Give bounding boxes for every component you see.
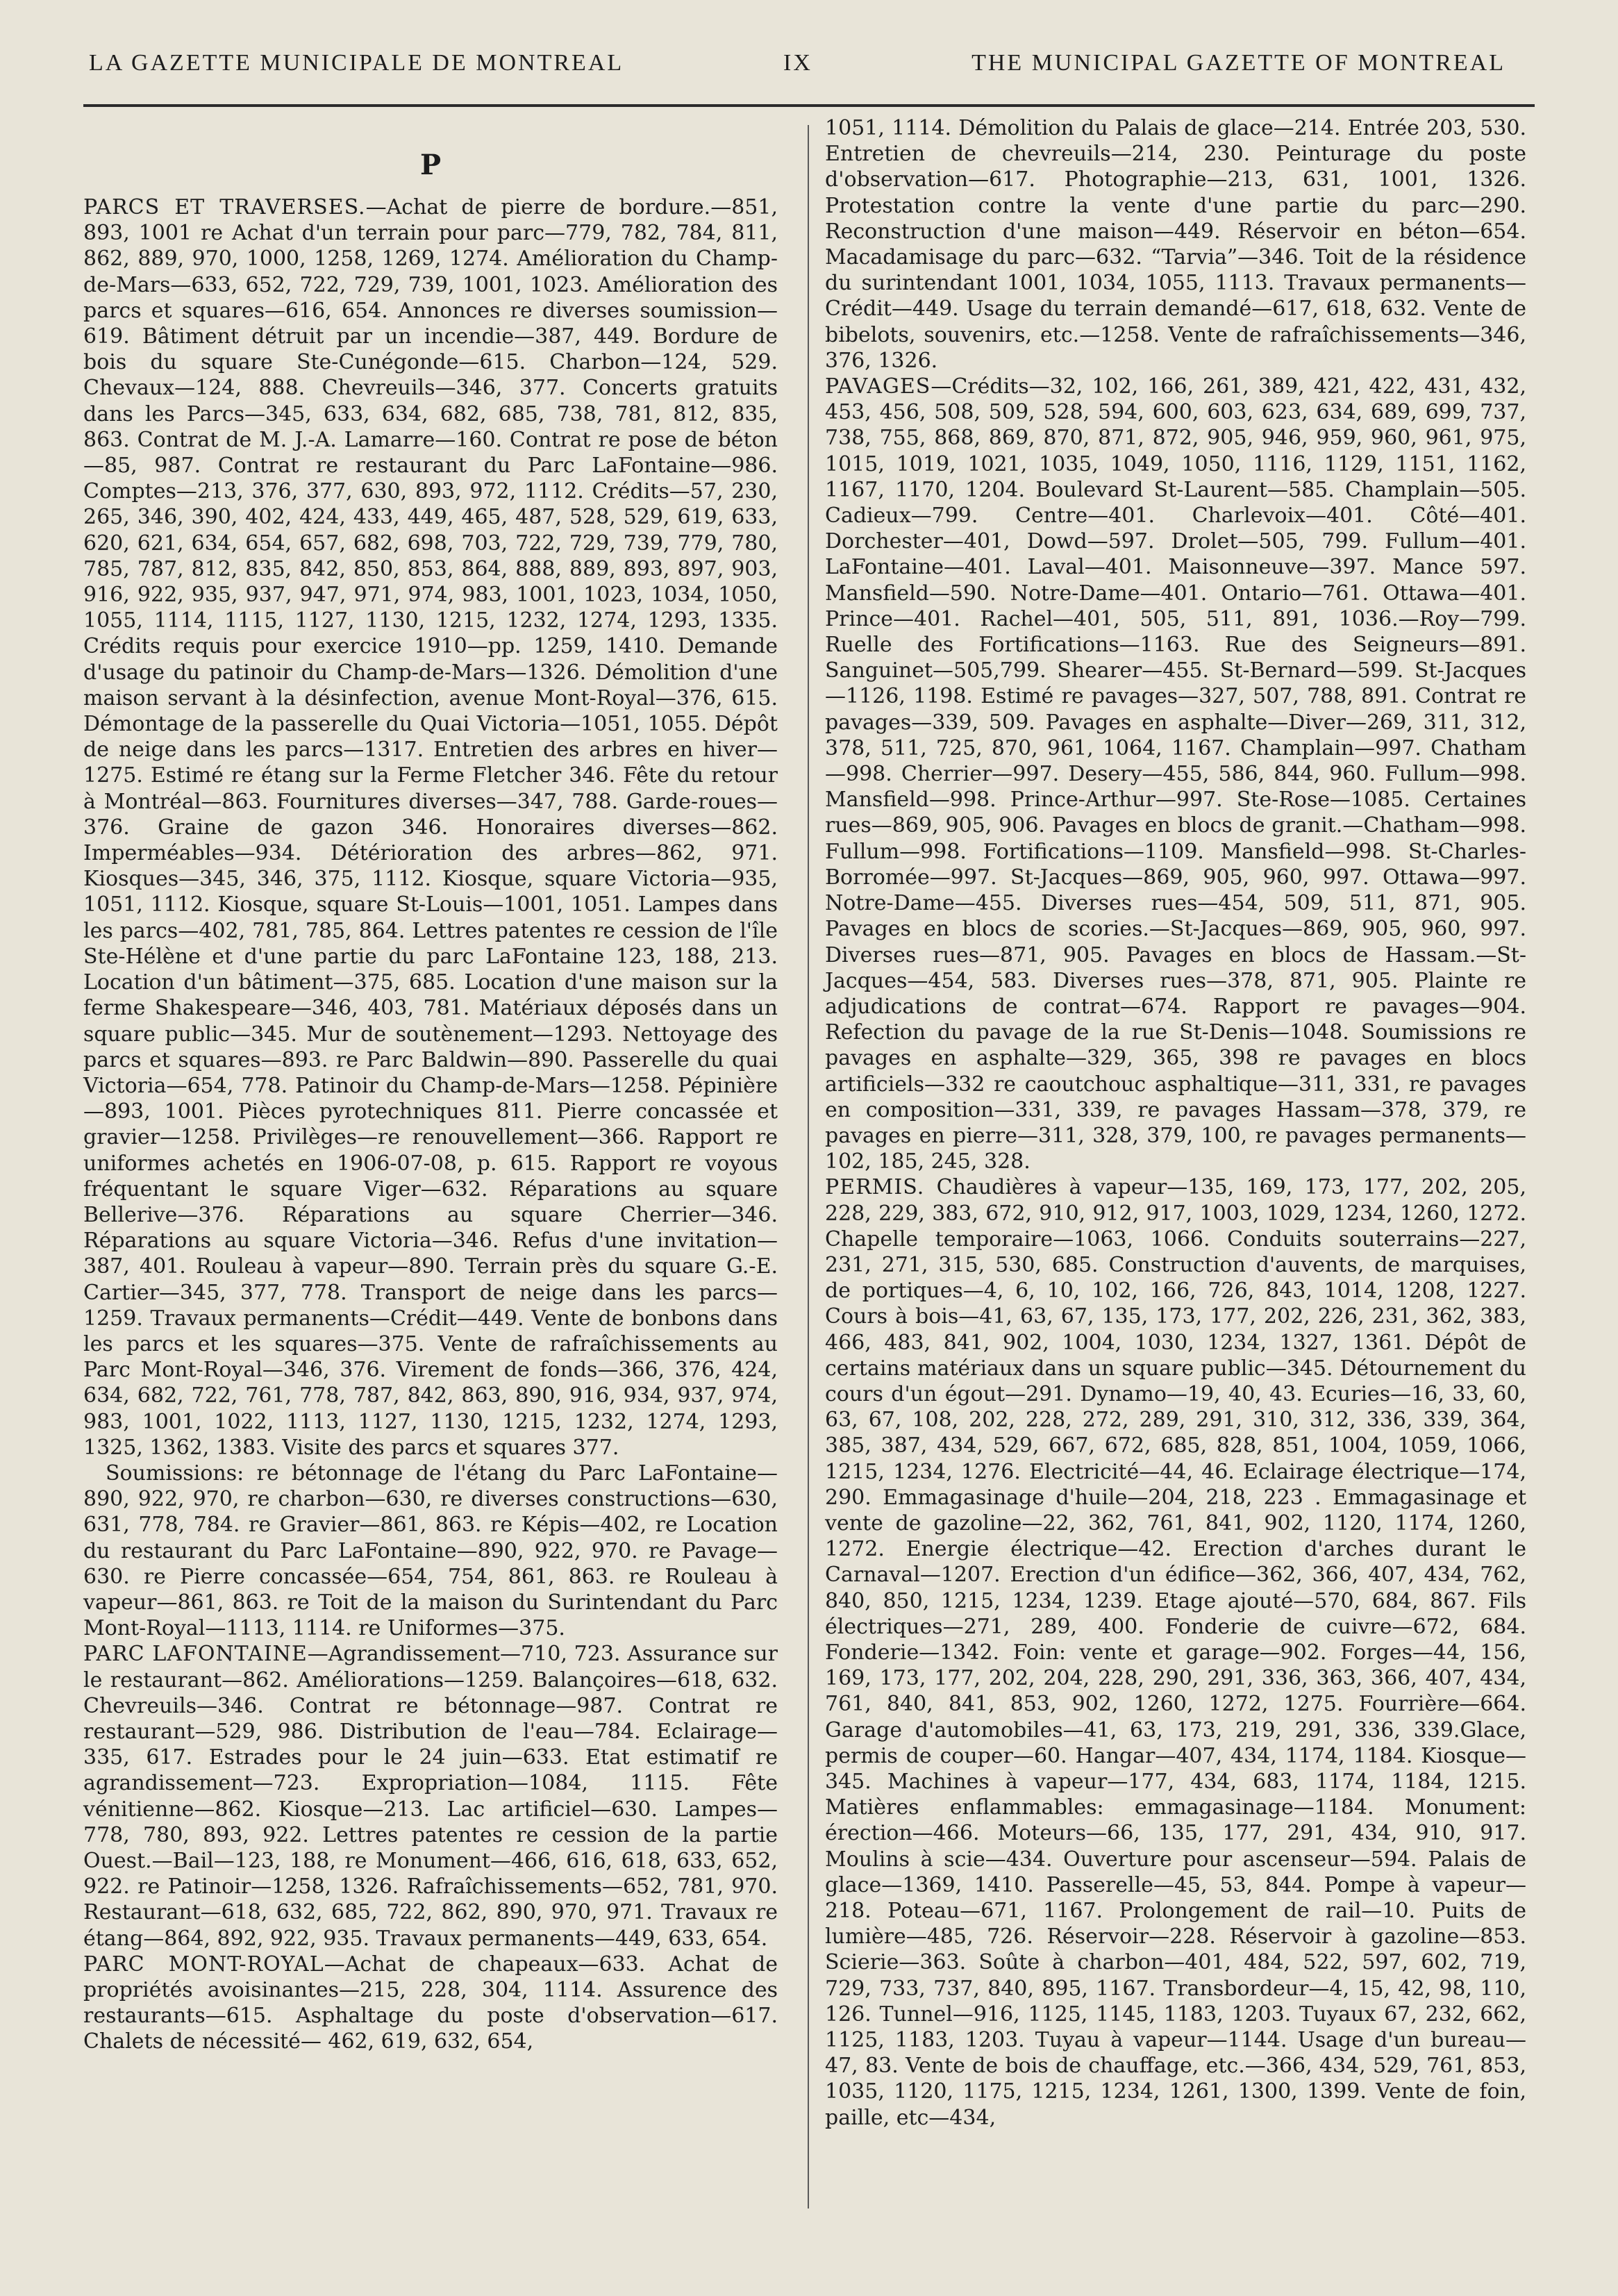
page-number: IX xyxy=(783,50,812,76)
header-rule xyxy=(83,104,1535,107)
left-column xyxy=(83,144,778,2055)
entry-headword: PERMIS. xyxy=(825,1175,925,1200)
entry-text: —Agrandissement—710, 723. Assurance sur le restaurant—862. Améliorations—1259. Balançoires—618, 632. Chevreuils—346. Contrat re bétonnage—987. Contrat re restaurant—529, 986. Distribution de l'eau—784. Eclairage—335, 617. Estrades pour le 24 juin—633. Etat estimatif re agrandissement—723. Expropriation—1084, 1115. Fête vénitienne—862. Kiosque—213. Lac artificiel—630. Lampes—778, 780, 893, 922. Lettres patentes re cession de la partie Ouest.—Bail—123, 188, re Monument—466, 616, 618, 633, 652, 922. re Patinoir—1258, 1326. Rafraîchissements—652, 781, 970. Restaurant—618, 632, 685, 722, 862, 890, 970, 971. Travaux re étang—864, 892, 922, 935. Travaux permanents—449, 633, 654. xyxy=(83,1642,778,1951)
entry-headword: PARC LAFONTAINE xyxy=(83,1642,308,1667)
entry-text: Chaudières à vapeur—135, 169, 173, 177, 202, 205, 228, 229, 383, 672, 910, 912, 917, 1003, 1029, 1234, 1260, 1272. Chapelle temporaire—1063, 1066. Conduits souterrains—227, 231, 271, 315, 530, 685. Construction d'auvents, de marquises, de portiques—4, 6, 10, 102, 166, 726, 843, 1014, 1208, 1227. Cours à bois—41, 63, 67, 135, 173, 177, 202, 226, 231, 362, 383, 466, 483, 841, 902, 1004, 1030, 1234, 1327, 1361. Dépôt de certains matériaux dans un square public—345. Détournement du cours d'un égout—291. Dynamo—19, 40, 43. Ecuries—16, 33, 60, 63, 67, 108, 202, 228, 272, 289, 291, 310, 312, 336, 339, 364, 385, 387, 434, 529, 667, 672, 685, 828, 851, 1004, 1059, 1066, 1215, 1234, 1276. Electricité—44, 46. Eclairage électrique—174, 290. Emmagasinage d'huile—204, 218, 223 . Emmagasinage et vente de gazoline—22, 362, 761, 841, 902, 1120, 1174, 1260, 1272. Energie électrique—42. Erection d'arches durant le Carnaval—1207. Erection d'un édifice—362, 366, 407, 434, 762, 840, 850, 1215, 1234, 1239. Etage ajouté—570, 684, 867. Fils électriques—271, 289, 400. Fonderie de cuivre—672, 684. Fonderie—1342. Foin: vente et garage—902. Forges—44, 156, 169, 173, 177, 202, 204, 228, 290, 291, 336, 363, 366, 407, 434, 761, 840, 841, 853, 902, 1260, 1272, 1275. Fourrière—664. Garage d'automobiles—41, 63, 173, 219, 291, 336, 339.Glace, permis de couper—60. Hangar—407, 434, 1174, 1184. Kiosque—345. Machines à vapeur—177, 434, 683, 1174, 1184, 1215. Matières enflammables: emmagasinage—1184. Monument: érection—466. Moteurs—66, 135, 177, 291, 434, 910, 917. Moulins à scie—434. Ouverture pour ascenseur—594. Palais de glace—1369, 1410. Passerelle—45, 53, 844. Pompe à vapeur—218. Poteau—671, 1167. Prolongement de rail—10. Puits de lumière—485, 726. Réservoir—228. Réservoir à gazoline—853. Scierie—363. Soûte à charbon—401, 484, 522, 597, 602, 719, 729, 733, 737, 840, 895, 1167. Transbordeur—4, 15, 42, 98, 110, 126. Tunnel—916, 1125, 1145, 1183, 1203. Tuyaux 67, 232, 662, 1125, 1183, 1203. Tuyau à vapeur—1144. Usage d'un bureau—47, 83. Vente de bois de chauffage, etc.—366, 434, 529, 761, 853, 1035, 1120, 1175, 1215, 1234, 1261, 1300, 1399. Vente de foin, paille, etc—434, xyxy=(825,1175,1526,2130)
entry-text: —Crédits—32, 102, 166, 261, 389, 421, 422, 431, 432, 453, 456, 508, 509, 528, 594, 600, 603, 623, 634, 689, 699, 737, 738, 755, 868, 869, 870, 871, 872, 905, 946, 959, 960, 961, 975, 1015, 1019, 1021, 1035, 1049, 1050, 1116, 1129, 1151, 1162, 1167, 1170, 1204. Boulevard St-Laurent—585. Champlain—505. Cadieux—799. Centre—401. Charlevoix—401. Côté—401. Dorchester—401, Dowd—597. Drolet—505, 799. Fullum—401. LaFontaine—401. Laval—401. Maisonneuve—397. Mance 597. Mansfield—590. Notre-Dame—401. Ontario—761. Ottawa—401. Prince—401. Rachel—401, 505, 511, 891, 1036.—Roy—799. Ruelle des Fortifications—1163. Rue des Seigneurs—891. Sanguinet—505,799. Shearer—455. St-Bernard—599. St-Jacques—1126, 1198. Estimé re pavages—327, 507, 788, 891. Contrat re pavages—339, 509. Pavages en asphalte—Diver—269, 311, 312, 378, 511, 725, 870, 961, 1064, 1167. Champlain—997. Chatham—998. Cherrier—997. Desery—455, 586, 844, 960. Fullum—998. Mansfield—998. Prince-Arthur—997. Ste-Rose—1085. Certaines rues—869, 905, 906. Pavages en blocs de granit.—Chatham—998. Fullum—998. Fortifications—1109. Mansfield—998. St-Charles-Borromée—997. St-Jacques—869, 905, 960, 997. Ottawa—997. Notre-Dame—455. Diverses rues—454, 509, 511, 871, 905. Pavages en blocs de scories.—St-Jacques—869, 905, 960, 997. Diverses rues—871, 905. Pavages en blocs de Hassam.—St-Jacques—454, 583. Diverses rues—378, 871, 905. Plainte re adjudications de contrat—674. Rapport re pavages—904. Refection du pavage de la rue St-Denis—1048. Soumissions re pavages en asphalte—329, 365, 398 re pavages en blocs artificiels—332 re caoutchouc asphaltique—311, 331, re pavages en composition—331, 339, re pavages Hassam—378, 379, re pavages en pierre—311, 328, 379, 100, re pavages permanents—102, 185, 245, 328. xyxy=(825,374,1526,1174)
index-entry-parc-mont-royal xyxy=(83,1952,778,2055)
index-entry-parcs xyxy=(83,194,778,1641)
header-english-title: THE MUNICIPAL GAZETTE OF MONTREAL xyxy=(971,50,1506,76)
index-entry-pavages xyxy=(825,374,1526,1174)
section-letter: P xyxy=(419,149,442,181)
entry-text: —Achat de chapeaux—633. Achat de propriétés avoisinantes—215, 228, 304, 1114. Assurence des restaurants—615. Asphaltage du poste d'observation—617. Chalets de nécessité— 462, 619, 632, 654, xyxy=(83,1952,778,2054)
column-divider xyxy=(808,125,809,2208)
page-header xyxy=(0,50,1618,92)
entry-text: —Achat de pierre de bordure.—851, 893, 1001 re Achat d'un terrain pour parc—779, 782, 784, 811, 862, 889, 970, 1000, 1258, 1269, 1274. Amélioration du Champ-de-Mars—633, 652, 722, 729, 739, 1001, 1023. Amélioration des parcs et squares—616, 654. Annonces re diverses soumission—619. Bâtiment détruit par un incendie—387, 449. Bordure de bois du square Ste-Cunégonde—615. Charbon—124, 529. Chevaux—124, 888. Chevreuils—346, 377. Concerts gratuits dans les Parcs—345, 633, 634, 682, 685, 738, 781, 812, 835, 863. Contrat de M. J.-A. Lamarre—160. Contrat re pose de béton—85, 987. Contrat re restaurant du Parc LaFontaine—986. Comptes—213, 376, 377, 630, 893, 972, 1112. Crédits—57, 230, 265, 346, 390, 402, 424, 433, 449, 465, 487, 528, 529, 619, 633, 620, 621, 634, 654, 657, 682, 698, 703, 722, 729, 739, 779, 780, 785, 787, 812, 835, 842, 850, 853, 864, 888, 889, 893, 897, 903, 916, 922, 935, 937, 947, 971, 974, 983, 1001, 1023, 1034, 1050, 1055, 1114, 1115, 1127, 1130, 1215, 1232, 1274, 1293, 1335. Crédits requis pour exercice 1910—pp. 1259, 1410. Demande d'usage du patinoir du Champ-de-Mars—1326. Démolition d'une maison servant à la désinfection, avenue Mont-Royal—376, 615. Démontage de la passerelle du Quai Victoria—1051, 1055. Dépôt de neige dans les parcs—1317. Entretien des arbres en hiver—1275. Estimé re étang sur la Ferme Fletcher 346. Fête du retour à Montréal—863. Fournitures diverses—347, 788. Garde-roues—376. Graine de gazon 346. Honoraires diverses—862. Imperméables—934. Détérioration des arbres—862, 971. Kiosques—345, 346, 375, 1112. Kiosque, square Victoria—935, 1051, 1112. Kiosque, square St-Louis—1001, 1051. Lampes dans les parcs—402, 781, 785, 864. Lettres patentes re cession de l'île Ste-Hélène et d'une partie du parc LaFontaine 123, 188, 213. Location d'un bâtiment—375, 685. Location d'une maison sur la ferme Shakespeare—346, 403, 781. Matériaux déposés dans un square public—345. Mur de soutènement—1293. Nettoyage des parcs et squares—893. re Parc Baldwin—890. Passerelle du quai Victoria—654, 778. Patinoir du Champ-de-Mars—1258. Pépinière—893, 1001. Pièces pyrotechniques 811. Pierre concassée et gravier—1258. Privilèges—re renouvellement—366. Rapport re uniformes achetés en 1906-07-08, p. 615. Rapport re voyous fréquentant le square Viger—632. Réparations au square Bellerive—376. Réparations au square Cherrier—346. Réparations au square Victoria—346. Refus d'une invitation—387, 401. Rouleau à vapeur—890. Terrain près du square G.-E. Cartier—345, 377, 778. Transport de neige dans les parcs—1259. Travaux permanents—Crédit—449. Vente de bonbons dans les parcs et les squares—375. Vente de rafraîchissements au Parc Mont-Royal—346, 376. Virement de fonds—366, 376, 424, 634, 682, 722, 761, 778, 787, 842, 863, 890, 916, 934, 937, 974, 983, 1001, 1022, 1113, 1127, 1130, 1215, 1232, 1274, 1293, 1325, 1362, 1383. Visite des parcs et squares 377. xyxy=(83,195,778,1460)
header-french-title: LA GAZETTE MUNICIPALE DE MONTREAL xyxy=(89,50,624,76)
entry-paragraph xyxy=(83,194,778,1461)
entry-headword: PARC MONT-ROYAL xyxy=(83,1952,324,1977)
index-entry-permis xyxy=(825,1174,1526,2131)
index-entry-parc-lafontaine xyxy=(83,1641,778,1951)
entry-headword: PARCS ET TRAVERSES. xyxy=(83,195,366,219)
entry-paragraph xyxy=(825,1174,1526,2131)
entry-headword: PAVAGES xyxy=(825,374,931,399)
entry-paragraph xyxy=(83,1641,778,1951)
entry-text: 1051, 1114. Démolition du Palais de glace—214. Entrée 203, 530. Entretien de chevreuils—214, 230. Peinturage du poste d'observation—617. Photographie—213, 631, 1001, 1326. Protestation contre la vente d'une partie du parc—290. Reconstruction d'une maison—449. Réservoir en béton—654. Macadamisage du parc—632. “Tarvia”—346. Toit de la résidence du surintendant 1001, 1034, 1055, 1113. Travaux permanents—Crédit—449. Usage du terrain demandé—617, 618, 632. Vente de bibelots, souvenirs, etc.—1258. Vente de rafraîchissements—346, 376, 1326. xyxy=(825,116,1526,373)
right-column xyxy=(825,115,1526,2131)
entry-paragraph xyxy=(83,1952,778,2055)
entry-soumissions: Soumissions: re bétonnage de l'étang du Parc LaFontaine—890, 922, 970, re charbon—630, re diverses constructions—630, 631, 778, 784. re Gravier—861, 863. re Képis—402, re Location du restaurant du Parc LaFontaine—890, 922, 970. re Pavage—630. re Pierre concassée—654, 754, 861, 863. re Rouleau à vapeur—861, 863. re Toit de la maison du Surintendant du Parc Mont-Royal—1113, 1114. re Uniformes—375. xyxy=(83,1461,778,1641)
index-entry-continuation xyxy=(825,115,1526,374)
entry-paragraph xyxy=(825,374,1526,1174)
